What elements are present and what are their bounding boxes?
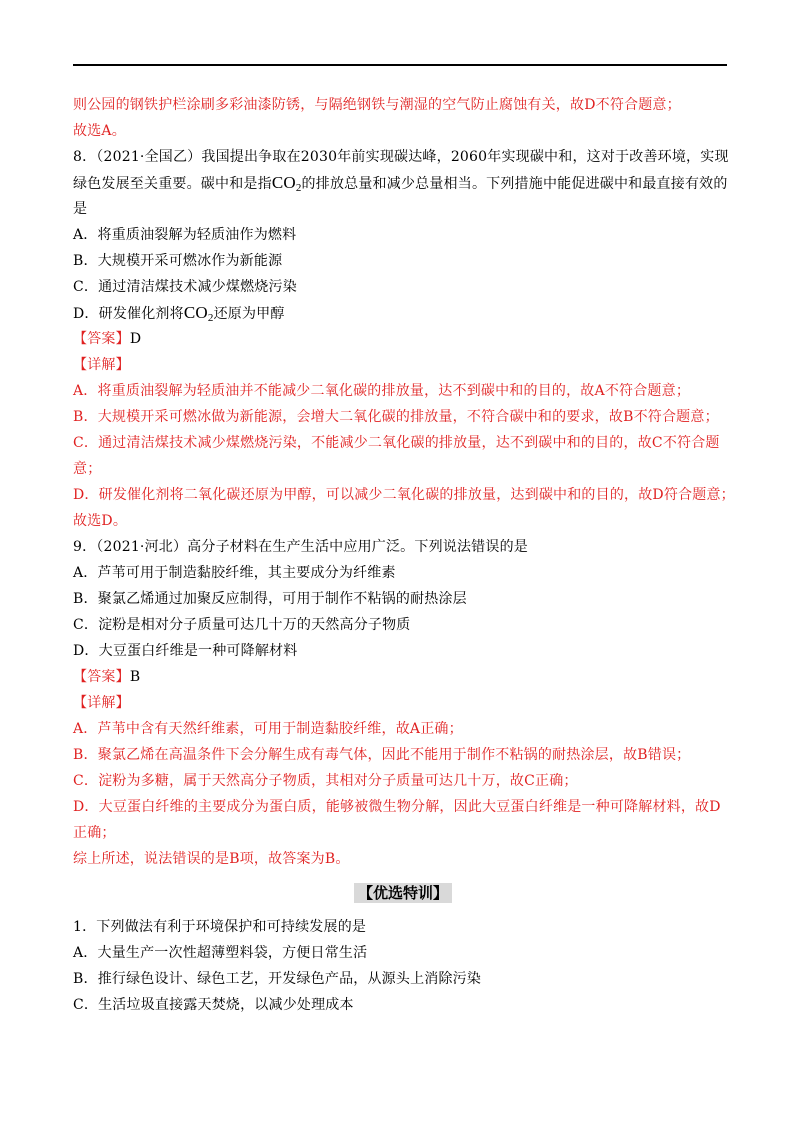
chemical-formula xyxy=(184,303,214,322)
text-line: 【详解】 xyxy=(73,357,130,373)
page-content xyxy=(73,92,733,1018)
formula-base: CO xyxy=(271,173,296,192)
text-line: 故选A。 xyxy=(73,123,126,139)
text-line: 9．（2021·河北）高分子材料在生产生活中应用广泛。下列说法错误的是 xyxy=(73,539,528,555)
answer-value: D xyxy=(129,331,142,347)
text-line: 故选D。 xyxy=(73,513,128,529)
text-line: 意； xyxy=(73,461,102,477)
text-line: B．聚氯乙烯通过加聚反应制得，可用于制作不粘锅的耐热涂层 xyxy=(73,591,467,607)
formula-base: CO xyxy=(183,303,208,322)
section-title-label: 【优选特训】 xyxy=(354,883,452,903)
answer-tag: 【答案】 xyxy=(73,331,130,347)
text-line xyxy=(73,170,733,196)
text-line: B．大规模开采可燃冰作为新能源 xyxy=(73,253,283,269)
text-line: A．大量生产一次性超薄塑料袋，方便日常生活 xyxy=(73,945,368,961)
text-segment: 绿色发展至关重要。碳中和是指 xyxy=(73,176,272,192)
text-line: 综上所述，说法错误的是B项，故答案为B。 xyxy=(73,851,350,867)
text-line: 8．（2021·全国乙）我国提出争取在2030年前实现碳达峰，2060年实现碳中和，这对于改善环境，实现 xyxy=(73,149,729,165)
text-line: 则公园的钢铁护栏涂刷多彩油漆防锈，与隔绝钢铁与潮湿的空气防止腐蚀有关，故D不符合题意； xyxy=(73,97,681,113)
text-line: B．推行绿色设计、绿色工艺，开发绿色产品，从源头上消除污染 xyxy=(73,971,482,987)
text-line xyxy=(73,300,733,326)
text-line: C．淀粉为多糖，属于天然高分子物质，其相对分子质量可达几十万，故C正确； xyxy=(73,773,578,789)
text-line: C．淀粉是相对分子质量可达几十万的天然高分子物质 xyxy=(73,617,411,633)
text-line: A．芦苇中含有天然纤维素，可用于制造黏胶纤维，故A正确； xyxy=(73,721,463,737)
text-line: B．大规模开采可燃冰做为新能源，会增大二氧化碳的排放量，不符合碳中和的要求，故B不符合题意； xyxy=(73,409,719,425)
text-line: A．将重质油裂解为轻质油并不能减少二氧化碳的排放量，达不到碳中和的目的，故A不符合题意； xyxy=(73,383,691,399)
text-line: C．通过清洁煤技术减少煤燃烧污染 xyxy=(73,279,297,295)
chemical-formula xyxy=(272,173,302,192)
text-line: 是 xyxy=(73,201,88,217)
text-line xyxy=(73,326,733,352)
section-title xyxy=(73,872,733,914)
text-line xyxy=(73,664,733,690)
question-block-2 xyxy=(73,914,733,1018)
answer-value: B xyxy=(129,669,141,685)
text-line: 1．下列做法有利于环境保护和可持续发展的是 xyxy=(73,919,367,935)
header-rule xyxy=(73,64,727,66)
text-line: 正确； xyxy=(73,825,116,841)
formula-subscript: 2 xyxy=(295,182,302,194)
text-line: B．聚氯乙烯在高温条件下会分解生成有毒气体，因此不能用于制作不粘锅的耐热涂层，故B错误； xyxy=(73,747,691,763)
text-line: C．生活垃圾直接露天焚烧，以减少处理成本 xyxy=(73,997,354,1013)
text-line: A．芦苇可用于制造黏胶纤维，其主要成分为纤维素 xyxy=(73,565,396,581)
text-line: D．大豆蛋白纤维是一种可降解材料 xyxy=(73,643,298,659)
text-line: 【详解】 xyxy=(73,695,130,711)
text-line: A．将重质油裂解为轻质油作为燃料 xyxy=(73,227,297,243)
question-block-1 xyxy=(73,92,733,872)
text-segment: D．研发催化剂将 xyxy=(73,306,184,322)
formula-subscript: 2 xyxy=(207,312,214,324)
text-segment: 的排放总量和减少总量相当。下列措施中能促进碳中和最直接有效的 xyxy=(301,176,728,192)
text-line: D．研发催化剂将二氧化碳还原为甲醇，可以减少二氧化碳的排放量，达到碳中和的目的，故D符合题意； xyxy=(73,487,735,503)
answer-tag: 【答案】 xyxy=(73,669,130,685)
text-line: D．大豆蛋白纤维的主要成分为蛋白质，能够被微生物分解，因此大豆蛋白纤维是一种可降解材料，故D xyxy=(73,799,721,815)
text-segment: 还原为甲醇 xyxy=(213,306,285,322)
text-line: C．通过清洁煤技术减少煤燃烧污染，不能减少二氧化碳的排放量，达不到碳中和的目的，故C不符合题 xyxy=(73,435,720,451)
